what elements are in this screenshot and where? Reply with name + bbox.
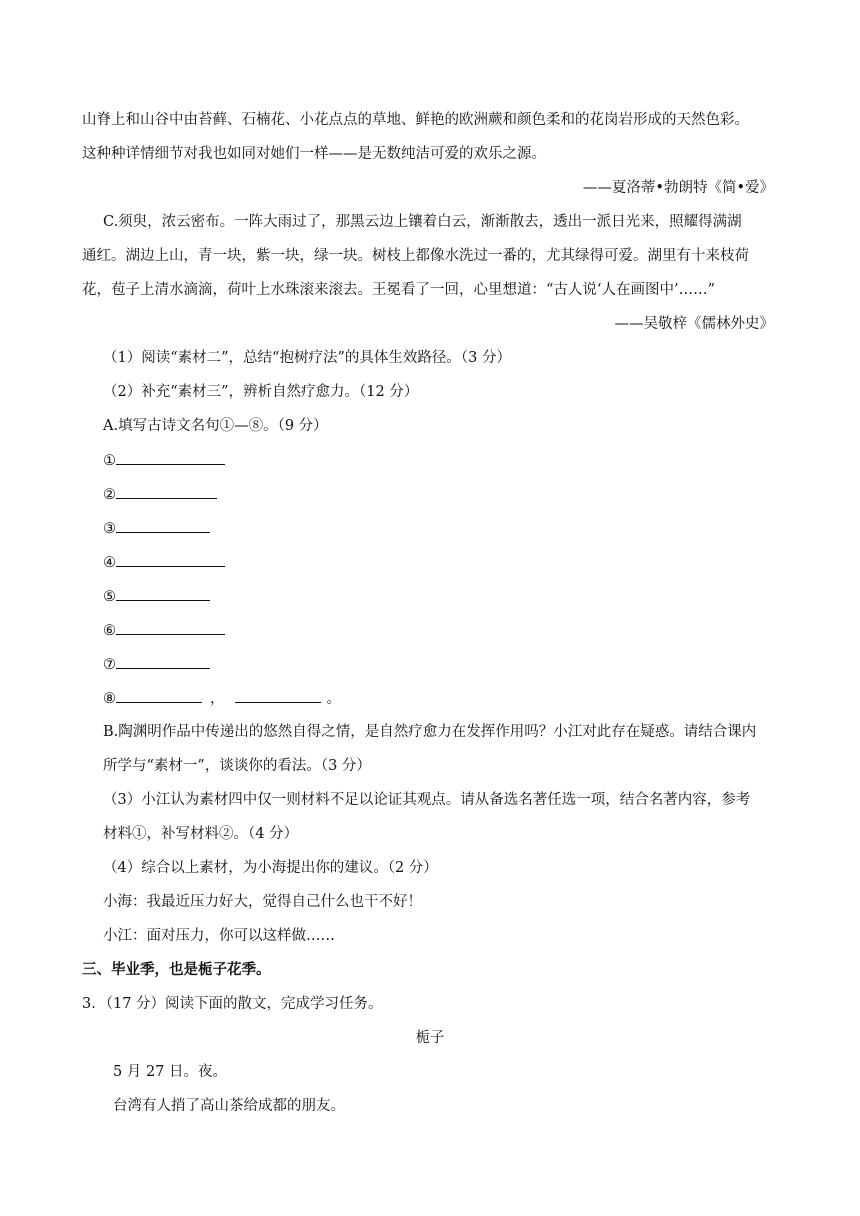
question-3-stem: 3．（17 分）阅读下面的散文，完成学习任务。 — [82, 996, 383, 1012]
blank-item-4 — [103, 552, 225, 573]
blank-number: ① — [103, 453, 116, 469]
essay-line: 5 月 27 日。夜。 — [113, 1064, 228, 1080]
paragraph-line: 这种种详情细节对我也如同对她们一样——是无数纯洁可爱的欢乐之源。 — [82, 146, 546, 162]
citation-jane-eyre: ——夏洛蒂•勃朗特《简•爱》 — [582, 180, 774, 196]
question-2b-line: B.陶渊明作品中传递出的悠然自得之情，是自然疗愈力在发挥作用吗？小江对此存在疑惑。请结合课内 — [103, 724, 757, 740]
question-2a: A.填写古诗文名句①—⑧。（9 分） — [103, 418, 328, 434]
blank-item-6 — [103, 620, 225, 641]
answer-blank[interactable] — [116, 654, 210, 669]
comma: ， — [210, 691, 225, 707]
section-heading: 三、毕业季，也是栀子花季。 — [82, 961, 271, 978]
citation-rulin-waishi: ——吴敬梓《儒林外史》 — [614, 316, 774, 332]
answer-blank[interactable] — [116, 552, 225, 567]
answer-blank[interactable] — [116, 688, 202, 703]
blank-item-1 — [103, 450, 225, 471]
question-2: （2）补充“素材三”，辨析自然疗愈力。（12 分） — [103, 384, 419, 400]
blank-number: ⑦ — [103, 657, 116, 673]
essay-line: 台湾有人捎了高山茶给成都的朋友。 — [113, 1098, 345, 1114]
blank-item-8 — [103, 688, 341, 709]
question-4: （4）综合以上素材，为小海提出你的建议。（2 分） — [103, 860, 438, 876]
blank-item-5 — [103, 586, 210, 607]
dialogue-xiaohai: 小海：我最近压力好大，觉得自己什么也干不好！ — [103, 894, 422, 910]
blank-item-2 — [103, 484, 217, 505]
blank-number: ④ — [103, 555, 116, 571]
blank-number: ⑥ — [103, 623, 116, 639]
question-3-line: （3）小江认为素材四中仅一则材料不足以论证其观点。请从备选名著任选一项，结合名著内容，参考 — [103, 792, 751, 808]
answer-blank[interactable] — [116, 518, 210, 533]
answer-blank[interactable] — [116, 586, 210, 601]
blank-item-3 — [103, 518, 210, 539]
question-1: （1）阅读“素材二”，总结“抱树疗法”的具体生效路径。（3 分） — [103, 350, 511, 366]
answer-blank[interactable] — [235, 688, 321, 703]
question-2b-line: 所学与“素材一”，谈谈你的看法。（3 分） — [103, 758, 371, 774]
blank-number: ⑤ — [103, 589, 116, 605]
material-c-line: 花，苞子上清水滴滴，荷叶上水珠滚来滚去。王冕看了一回，心里想道：“古人说‘人在画图中’……” — [82, 282, 716, 298]
material-c-line: C.须臾，浓云密布。一阵大雨过了，那黑云边上镶着白云，渐渐散去，透出一派日光来，照耀得满湖 — [103, 214, 742, 230]
blank-number: ③ — [103, 521, 116, 537]
answer-blank[interactable] — [116, 620, 225, 635]
answer-blank[interactable] — [116, 450, 225, 465]
period: 。 — [326, 691, 341, 707]
blank-number: ⑧ — [103, 691, 116, 707]
dialogue-xiaojiang: 小江：面对压力，你可以这样做…… — [103, 928, 335, 944]
essay-title: 栀子 — [415, 1030, 445, 1046]
material-c-line: 通红。湖边上山，青一块，紫一块，绿一块。树枝上都像水洗过一番的，尤其绿得可爱。湖里有十来枝荷 — [82, 248, 749, 264]
blank-number: ② — [103, 487, 116, 503]
paragraph-line: 山脊上和山谷中由苔藓、石楠花、小花点点的草地、鲜艳的欧洲蕨和颜色柔和的花岗岩形成的天然色彩。 — [82, 112, 749, 128]
answer-blank[interactable] — [116, 484, 217, 499]
question-3-line: 材料①，补写材料②。（4 分） — [103, 826, 299, 842]
blank-item-7 — [103, 654, 210, 675]
